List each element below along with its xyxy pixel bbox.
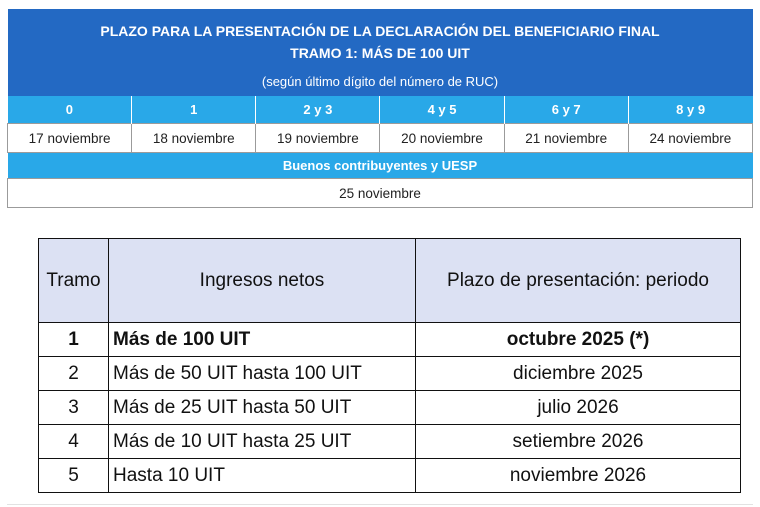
tramos-header-row xyxy=(39,239,741,323)
tramos-table xyxy=(38,238,741,493)
table-row xyxy=(39,323,741,357)
ruc-digit-cell: 1 xyxy=(132,96,256,124)
header-plazo: Plazo de presentación: periodo xyxy=(416,239,741,323)
ruc-digit-cell: 4 y 5 xyxy=(380,96,504,124)
ruc-digit-row xyxy=(8,96,753,124)
ingresos-netos: Más de 10 UIT hasta 25 UIT xyxy=(109,425,416,459)
header-ingresos: Ingresos netos xyxy=(109,239,416,323)
table-row xyxy=(39,459,741,493)
tramo-number: 3 xyxy=(39,391,109,425)
due-date-cell: 24 noviembre xyxy=(628,124,752,153)
table-row xyxy=(39,357,741,391)
ingresos-netos: Más de 25 UIT hasta 50 UIT xyxy=(109,391,416,425)
due-date-cell: 19 noviembre xyxy=(256,124,380,153)
schedule-title: PLAZO PARA LA PRESENTACIÓN DE LA DECLARACIÓN DEL BENEFICIARIO FINAL xyxy=(8,9,753,39)
special-taxpayers-date: 25 noviembre xyxy=(8,179,753,208)
plazo-periodo: noviembre 2026 xyxy=(416,459,741,493)
ingresos-netos: Más de 50 UIT hasta 100 UIT xyxy=(109,357,416,391)
due-date-cell: 17 noviembre xyxy=(8,124,132,153)
ruc-digit-cell: 6 y 7 xyxy=(504,96,628,124)
tramo-number: 5 xyxy=(39,459,109,493)
table-row xyxy=(39,425,741,459)
special-taxpayers-label: Buenos contribuyentes y UESP xyxy=(8,153,753,179)
ruc-digit-cell: 2 y 3 xyxy=(256,96,380,124)
tramo-number: 2 xyxy=(39,357,109,391)
tramo-number: 1 xyxy=(39,323,109,357)
ingresos-netos: Más de 100 UIT xyxy=(109,323,416,357)
bottom-divider xyxy=(7,504,753,505)
table-row xyxy=(39,391,741,425)
due-date-cell: 21 noviembre xyxy=(504,124,628,153)
plazo-periodo: setiembre 2026 xyxy=(416,425,741,459)
deadline-schedule-table xyxy=(7,9,753,208)
due-date-cell: 18 noviembre xyxy=(132,124,256,153)
ruc-digit-cell: 0 xyxy=(8,96,132,124)
plazo-periodo: julio 2026 xyxy=(416,391,741,425)
schedule-tramo-heading: TRAMO 1: MÁS DE 100 UIT xyxy=(8,39,753,67)
plazo-periodo: octubre 2025 (*) xyxy=(416,323,741,357)
plazo-periodo: diciembre 2025 xyxy=(416,357,741,391)
ruc-digit-cell: 8 y 9 xyxy=(628,96,752,124)
due-date-cell: 20 noviembre xyxy=(380,124,504,153)
schedule-ruc-note: (según último dígito del número de RUC) xyxy=(8,67,753,96)
tramo-number: 4 xyxy=(39,425,109,459)
header-tramo: Tramo xyxy=(39,239,109,323)
due-date-row xyxy=(8,124,753,153)
ingresos-netos: Hasta 10 UIT xyxy=(109,459,416,493)
